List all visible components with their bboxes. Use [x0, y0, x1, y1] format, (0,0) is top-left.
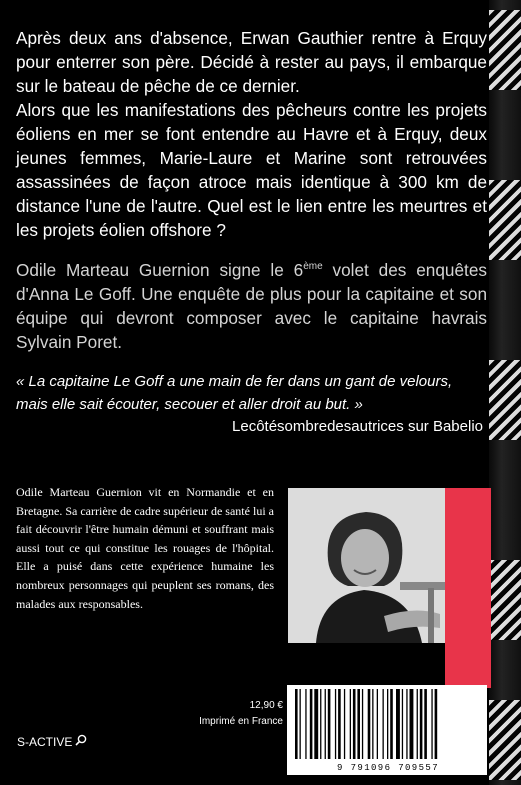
barcode-bars: [287, 685, 487, 761]
decorative-swirl: [489, 360, 521, 440]
decorative-swirl: [489, 700, 521, 780]
blurb-paragraph-2: Alors que les manifestations des pêcheurs contre les projets éoliens en mer se font entendre au Havre et à Erquy, deux jeunes femmes, Marie-Laure et Marine sont retrouvées assassinées de façon atroce mais identique à 300 km de distance l'une de l'autre. Quel est le lien entre les meurtres et les projets éolien offshore ?: [16, 100, 487, 240]
ordinal-superscript: ème: [303, 261, 323, 272]
series-blurb-paragraph: [16, 255, 487, 354]
price-label: 12,90 €: [249, 700, 283, 711]
isbn-digits: 9 791096 709557: [336, 763, 439, 773]
series-text-end: volet des enquêtes d'Anna Le Goff. Une enquête de plus pour la capitaine et son équipe qui devront composer avec le capitaine havrais Sylvain Poret.: [16, 260, 487, 352]
series-blurb: [16, 255, 487, 354]
accent-bar: [445, 488, 491, 688]
magnifier-icon: [75, 734, 87, 749]
decorative-swirl: [489, 10, 521, 90]
series-text-start: Odile Marteau Guernion signe le 6: [16, 260, 304, 280]
review-quote: « La capitaine Le Goff a une main de fer dans un gant de velours, mais elle sait écouter, secouer et aller droit au but. »: [16, 373, 453, 413]
back-cover-blurb: [16, 26, 487, 242]
decorative-swirl: [489, 560, 521, 640]
price-block: [199, 698, 283, 730]
printed-in-label: Imprimé en France: [199, 716, 283, 727]
author-portrait: [288, 488, 445, 643]
author-bio-text: Odile Marteau Guernion vit en Normandie et en Bretagne. Sa carrière de cadre supérieur de santé lui a fait découvrir l'être humain démuni et souffrant mais aussi tout ce qui constitue les rouages de l'hôpital. Elle a puisé dans cette expérience humaine les nombreux personnages qui peuplent ses romans, des malades aux responsables.: [16, 485, 274, 611]
author-bio: [16, 483, 274, 613]
isbn-barcode: [287, 685, 487, 775]
publisher-logo: [17, 734, 87, 749]
decorative-swirl: [489, 180, 521, 260]
publisher-name: S-ACTIVE: [17, 734, 73, 749]
review-source: Lecôtésombredesautrices sur Babelio: [232, 418, 483, 435]
blurb-paragraph-1: Après deux ans d'absence, Erwan Gauthier rentre à Erquy pour enterrer son père. Décidé à rester au pays, il embarque sur le bateau de pêche de ce dernier.: [16, 28, 487, 96]
decorative-side-strip: [489, 0, 521, 785]
